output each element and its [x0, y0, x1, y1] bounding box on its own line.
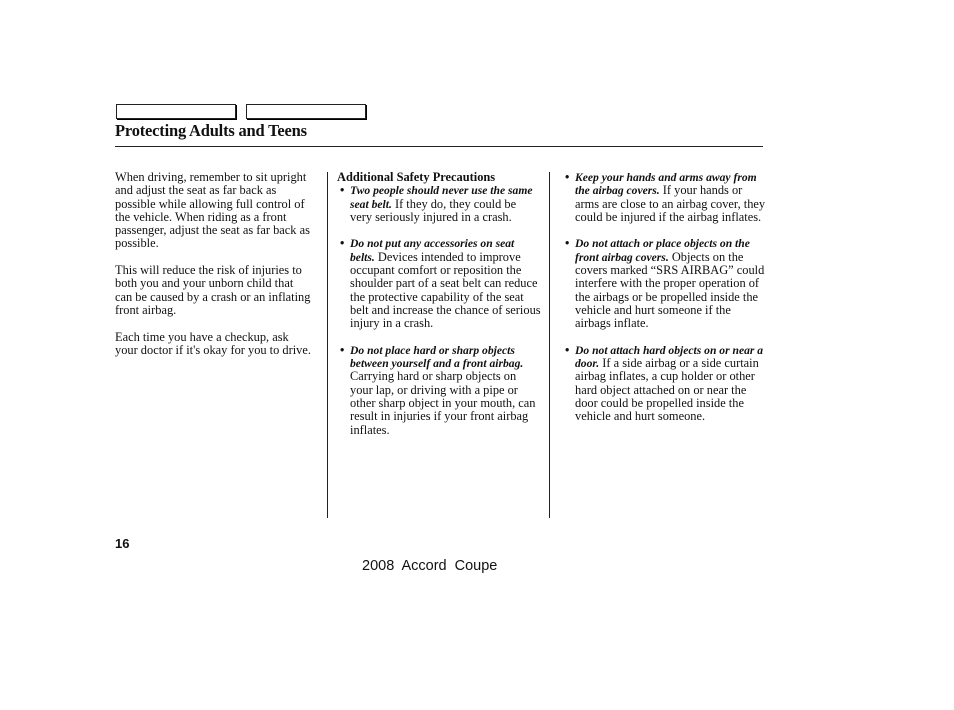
column-2 — [337, 171, 541, 450]
paragraph: This will reduce the risk of injuries to both you and your unborn child that can be caused by a crash or an inflating front airbag. — [115, 263, 311, 317]
bullet-icon: • — [340, 183, 345, 198]
section-heading: Additional Safety Precautions — [337, 170, 496, 184]
bullet-text: Objects on the covers marked “SRS AIRBAG” could interfere with the proper operation of the airbags or be propelled inside the vehicle and hurt someone if the airbags inflate. — [575, 249, 765, 331]
header-tab-right — [246, 104, 366, 119]
page-title: Protecting Adults and Teens — [115, 121, 307, 140]
bullet-text: If your hands or arms are close to an airbag cover, they could be injured if the airbag inflates. — [575, 183, 766, 224]
column-divider-2 — [549, 172, 550, 518]
bullet-lead: Two people should never use the same seat belt. — [350, 184, 533, 211]
bullet-icon: • — [565, 170, 570, 184]
bullet-item — [337, 237, 541, 330]
bullet-item — [562, 171, 766, 224]
bullet-item — [337, 184, 541, 224]
bullet-lead: Do not place hard or sharp objects between yourself and a front airbag. — [350, 343, 524, 371]
column-divider-1 — [327, 172, 328, 518]
footer-model-name: 2008 Accord Coupe — [362, 558, 498, 574]
column-3 — [562, 171, 766, 437]
bullet-icon: • — [340, 236, 345, 251]
bullet-icon: • — [565, 342, 570, 357]
bullet-text: If a side airbag or a side curtain airbag inflates, a cup holder or other hard object attached on or near the door could be propelled inside the vehicle and hurt someone. — [575, 356, 759, 424]
bullet-item — [337, 344, 541, 437]
header-tab-left — [116, 104, 236, 119]
paragraph: Each time you have a checkup, ask your doctor if it's okay for you to drive. — [115, 329, 311, 357]
bullet-text: If they do, they could be very seriously injured in a crash. — [350, 196, 517, 224]
title-rule — [115, 146, 763, 147]
bullet-icon: • — [340, 342, 345, 357]
bullet-text: Devices intended to improve occupant comfort or reposition the shoulder part of a seat belt can reduce the protective capability of the seat belt and increase the chance of serious injury in a crash. — [350, 249, 541, 331]
bullet-item — [562, 344, 766, 424]
bullet-lead: Do not attach or place objects on the front airbag covers. — [575, 237, 750, 264]
bullet-lead: Do not attach hard objects on or near a door. — [575, 343, 764, 371]
bullet-lead: Keep your hands and arms away from the airbag covers. — [575, 171, 757, 198]
bullet-text: Carrying hard or sharp objects on your lap, or driving with a pipe or other sharp object in your mouth, can result in injuries if your front airbag inflates. — [350, 369, 536, 437]
paragraph: When driving, remember to sit upright and adjust the seat as far back as possible while allowing full control of the vehicle. When riding as a front passenger, adjust the seat as far back as possible. — [115, 170, 310, 251]
bullet-icon: • — [565, 236, 570, 251]
page-number: 16 — [115, 536, 130, 551]
column-1 — [115, 171, 311, 370]
bullet-lead: Do not put any accessories on seat belts. — [350, 237, 515, 264]
bullet-item — [562, 237, 766, 330]
